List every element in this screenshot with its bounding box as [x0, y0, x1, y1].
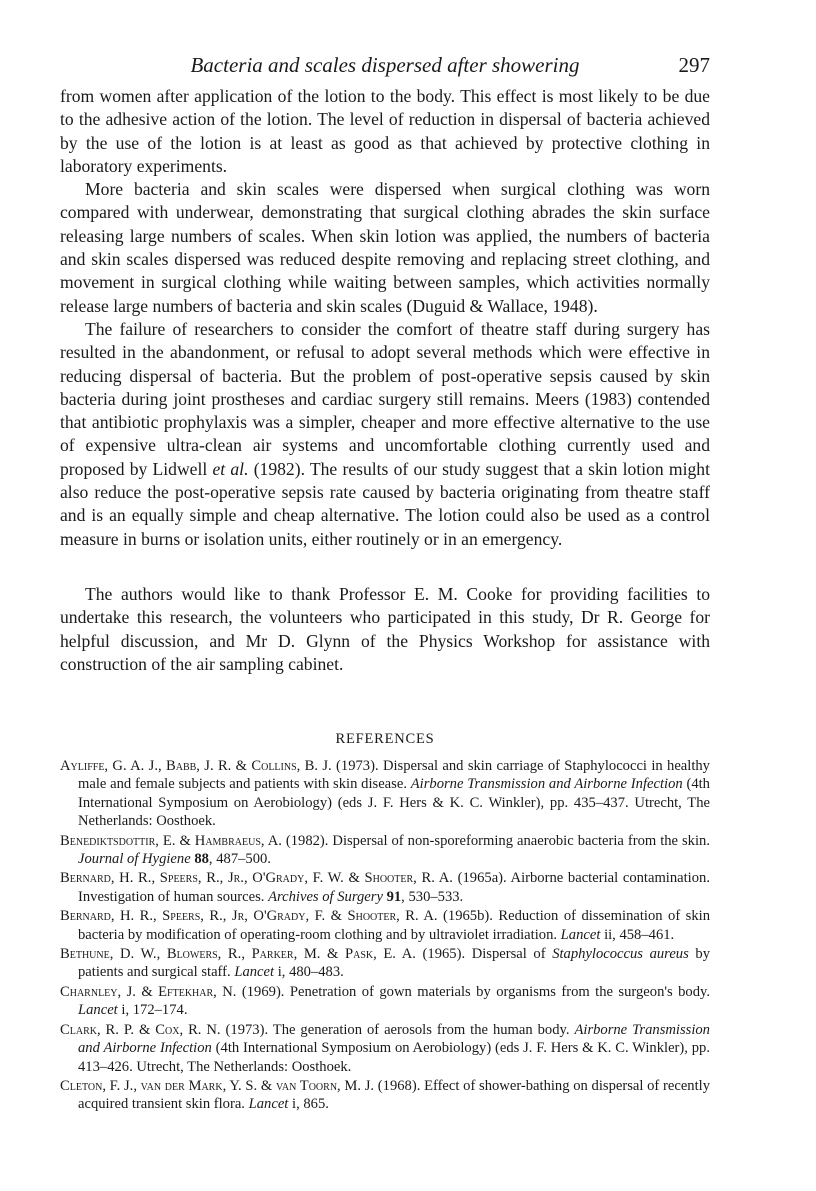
ref-authors: Ayliffe, G. A. J., Babb, J. R. & Collins, B. J. [60, 758, 332, 774]
acknowledgement-section [60, 583, 710, 676]
ref-text: (1965b). Reduction of dissemination of skin bacteria by modification of operating-room clothing and by ultraviolet irradiation. [78, 908, 710, 943]
reference-item [60, 945, 710, 982]
references-heading: REFERENCES [335, 731, 435, 747]
reference-list [60, 757, 710, 1115]
reference-item [60, 983, 710, 1020]
ref-journal: Lancet [234, 964, 275, 981]
page-header [60, 50, 710, 80]
ref-text: (1982). Dispersal of non-sporeforming anaerobic bacteria from the skin. [285, 832, 710, 849]
ref-journal: Journal of Hygiene [78, 851, 191, 868]
ref-text: by patients and surgical staff. [78, 946, 710, 981]
ref-text: (1973). The generation of aerosols from the human body. [225, 1021, 570, 1038]
reference-item [60, 1021, 710, 1076]
ref-text: i, 865. [292, 1096, 329, 1113]
body-paragraph-2: More bacteria and skin scales were dispersed when surgical clothing was worn compared with underwear, demonstrating that surgical clothing abrades the skin surface releasing large numbers of scales. When skin lotion was applied, the numbers of bacteria and skin scales dispersed was reduced despite removing and replacing street clothing, and movement in surgical clothing while waiting between samples, which activities normally release large numbers of bacteria and skin scales (Duguid & Wallace, 1948). [60, 179, 710, 316]
ref-authors: Charnley, J. & Eftekhar, N. [60, 983, 237, 1000]
p3-text-before: The failure of researchers to consider the comfort of theatre staff during surgery has resulted in the abandonment, or refusal to adopt several methods which were effective in reducing dispersal of bacteria. But the problem of post-operative sepsis caused by skin bacteria during joint prostheses and cardiac surgery still remains. Meers (1983) contended that antibiotic prophylaxis was a simpler, cheaper and more effective alternative to the use of expensive ultra-clean air systems and uncomfortable clothing currently used and proposed by Lidwell [60, 318, 710, 479]
ref-text: (4th International Symposium on Aerobiology) (eds J. F. Hers & K. C. Winkler), pp. 413–426. Utrecht, The Netherlands: Oosthoek. [78, 1040, 710, 1075]
ref-journal: Lancet [560, 926, 601, 943]
ref-text: (1968). Effect of shower-bathing on dispersal of recently acquired transient skin flora. [78, 1077, 711, 1113]
ref-pages: , 530–533. [401, 888, 464, 905]
ref-text: i, 172–174. [121, 1002, 188, 1019]
ref-journal: Archives of Surgery [268, 888, 383, 905]
ref-authors: Cleton, F. J., van der Mark, Y. S. & van Toorn, M. J. [60, 1077, 375, 1094]
body-paragraph-3 [60, 318, 710, 551]
ref-journal: Airborne Transmission and Airborne Infection [78, 1021, 710, 1057]
reference-item [60, 832, 710, 869]
ref-authors: Benediktsdottir, E. & Hambraeus, A. [60, 832, 282, 849]
reference-item [60, 869, 710, 906]
running-title: Bacteria and scales dispersed after showering [190, 53, 580, 77]
ref-authors: Bernard, H. R., Speers, R., Jr., O'Grady, F. W. & Shooter, R. A. [60, 870, 453, 887]
ref-text: (1969). Penetration of gown materials by organisms from the surgeon's body. [241, 983, 710, 1000]
ref-text: (1973). Dispersal and skin carriage of Staphylococci in healthy male and female subjects and patients with skin disease. [78, 758, 710, 793]
ref-journal: Lancet [78, 1002, 118, 1019]
reference-item [60, 907, 710, 944]
ref-journal: Lancet [248, 1096, 289, 1113]
ref-text: (4th International Symposium on Aerobiology) (eds J. F. Hers & K. C. Winkler), pp. 435–437. Utrecht, The Netherlands: Oosthoek. [78, 776, 710, 830]
ref-journal: Airborne Transmission and Airborne Infection [410, 776, 683, 793]
reference-item [60, 757, 710, 831]
ref-volume: 88 [194, 851, 209, 868]
body-text [60, 85, 710, 551]
p3-et-al: et al. [212, 458, 249, 479]
ref-text: (1965a). Airborne bacterial contamination. Investigation of human sources. [78, 870, 710, 905]
ref-text: i, 480–483. [277, 964, 344, 981]
page-number: 297 [678, 53, 710, 77]
reference-item [60, 1077, 710, 1114]
ref-volume: 91 [386, 888, 402, 905]
ref-journal: Staphylococcus aureus [552, 946, 689, 963]
ref-text: ii, 458–461. [604, 926, 675, 943]
body-paragraph-1: from women after application of the lotion to the body. This effect is most likely to be due to the adhesive action of the lotion. The level of reduction in dispersal of bacteria achieved by the use of the lotion is at least as good as that achieved by protective clothing in laboratory experiments. [60, 86, 710, 176]
ref-text: (1965). Dispersal of [422, 946, 546, 963]
ref-authors: Bernard, H. R., Speers, R., Jr, O'Grady, F. & Shooter, R. A. [60, 908, 438, 925]
ref-pages: , 487–500. [208, 851, 271, 868]
ref-authors: Bethune, D. W., Blowers, R., Parker, M. & Pask, E. A. [60, 946, 416, 963]
ref-authors: Clark, R. P. & Cox, R. N. [60, 1021, 221, 1038]
acknowledgement: The authors would like to thank Professor E. M. Cooke for providing facilities to undertake this research, the volunteers who participated in this study, Dr R. George for helpful discussion, and Mr D. Glynn of the Physics Workshop for assistance with construction of the air sampling cabinet. [60, 584, 710, 674]
p3-text-after: (1982). The results of our study suggest that a skin lotion might also reduce the post-operative sepsis rate caused by bacteria originating from theatre staff and is an equally simple and cheap alternative. The lotion could also be used as a control measure in burns or isolation units, either routinely or in an emergency. [60, 458, 710, 549]
